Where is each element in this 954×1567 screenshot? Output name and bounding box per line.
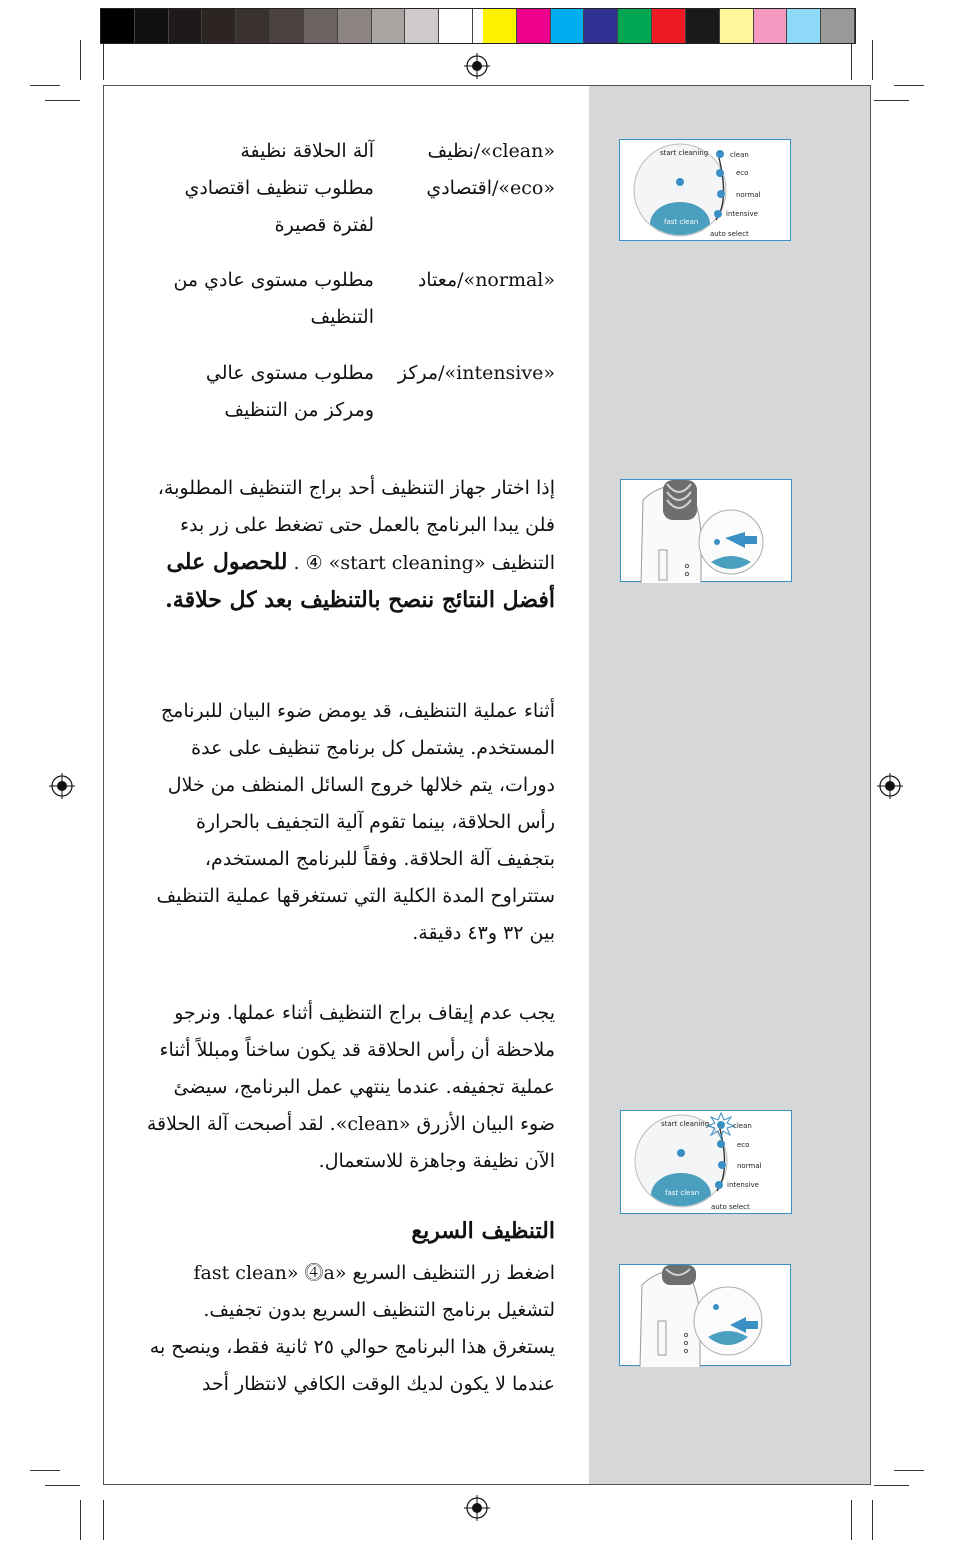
color-swatch	[787, 9, 821, 43]
program-row	[0, 262, 954, 342]
gray-swatch	[439, 9, 473, 43]
intensive-indicator-label: intensive	[727, 1181, 759, 1189]
paragraph-text: إذا اختار جهاز التنظيف أحد براج التنظيف المطلوبة، فلن يبدا البرنامج بالعمل حتى تضغط على زر بدء التنظيف «start cleaning» ④ .	[157, 477, 555, 574]
color-swatch	[686, 9, 720, 43]
crop-mark	[874, 100, 909, 101]
crop-mark	[45, 1485, 80, 1486]
auto-select-label: auto select	[710, 230, 749, 238]
eco-indicator-label: eco	[737, 1141, 750, 1149]
eco-indicator-label: eco	[736, 169, 749, 177]
registration-mark-icon	[49, 773, 75, 799]
clean-light-illustration	[620, 1110, 792, 1214]
fast-clean-label: fast clean	[664, 218, 699, 226]
crop-mark	[872, 40, 873, 80]
program-label: «eco»/اقتصادي	[426, 177, 555, 199]
clean-indicator-label: clean	[733, 1122, 752, 1130]
crop-mark	[45, 100, 80, 101]
color-swatch	[551, 9, 585, 43]
color-swatch	[517, 9, 551, 43]
gray-swatch	[372, 9, 406, 43]
control-panel-illustration	[619, 139, 791, 241]
gray-swatch	[405, 9, 439, 43]
crop-mark	[872, 1500, 873, 1540]
registration-mark-icon	[464, 1495, 490, 1521]
gray-swatch	[270, 9, 304, 43]
gray-swatch	[135, 9, 169, 43]
press-start-illustration	[620, 479, 792, 582]
gray-swatch	[304, 9, 338, 43]
color-swatch	[483, 9, 517, 43]
crop-mark	[894, 85, 924, 86]
color-calibration-bar	[100, 8, 856, 44]
press-fast-clean-illustration	[619, 1264, 791, 1366]
fast-clean-paragraph: اضغط زر التنظيف السريع «fast clean» ⓸a لتشغيل برنامج التنظيف السريع بدون تجفيف. يستغرق هذا البرنامج حوالي ٢٥ ثانية فقط، وينصح به عندما لا يكون لديك الوقت الكافي لانتظار أحد	[149, 1262, 555, 1395]
program-description: آلة الحلاقة نظيفة	[240, 140, 374, 162]
gray-swatch	[101, 9, 135, 43]
registration-mark-icon	[877, 773, 903, 799]
color-swatch	[618, 9, 652, 43]
crop-mark	[851, 1500, 852, 1540]
crop-mark	[80, 40, 81, 80]
program-label: «intensive»/مركز	[397, 362, 555, 384]
program-description: مطلوب مستوى عادي من التنظيف	[173, 269, 374, 328]
cleaning-process-paragraph: أثناء عملية التنظيف، قد يومض ضوء البيان للبرنامج المستخدم. يشتمل كل برنامج تنظيف على عدة دورات، يتم خلالها خروج السائل المنظف من خلال رأس الحلاقة، بينما تقوم آلية التجفيف بالحرارة بتجفيف آلة الحلاقة. وفقاً للبرنامج المستخدم، ستتراوح المدة الكلية التي تستغرقها عملية التنظيف بين ٣٢ و٤٣ دقيقة.	[156, 700, 555, 944]
clean-indicator-label: clean	[730, 151, 749, 159]
crop-mark	[80, 1500, 81, 1540]
color-swatch	[584, 9, 618, 43]
normal-indicator-label: normal	[736, 191, 761, 199]
program-label: «normal»/معتاد	[417, 269, 555, 291]
color-swatch	[754, 9, 788, 43]
gray-swatch	[236, 9, 270, 43]
start-cleaning-label: start cleaning	[661, 1120, 710, 1128]
start-cleaning-label: start cleaning	[660, 149, 709, 157]
crop-mark	[874, 1485, 909, 1486]
start-cleaning-paragraph	[145, 470, 555, 620]
program-description: مطلوب تنظيف اقتصادي لفترة قصيرة	[184, 177, 374, 236]
program-row	[0, 133, 954, 173]
gray-swatch	[169, 9, 203, 43]
fast-clean-heading: التنظيف السريع	[411, 1218, 555, 1244]
color-swatch	[652, 9, 686, 43]
program-label: «clean»/نظيف	[427, 140, 555, 162]
normal-indicator-label: normal	[737, 1162, 762, 1170]
intensive-indicator-label: intensive	[726, 210, 758, 218]
registration-mark-icon	[464, 53, 490, 79]
crop-mark	[30, 1470, 60, 1471]
program-row	[0, 170, 954, 250]
program-row	[0, 355, 954, 435]
crop-mark	[851, 44, 852, 80]
fast-clean-label: fast clean	[665, 1189, 700, 1197]
crop-mark	[103, 1500, 104, 1540]
program-end-paragraph: يجب عدم إيقاف براج التنظيف أثناء عملها. ونرجو ملاحظة أن رأس الحلاقة قد يكون ساخناً ومبللاً أثناء عملية تجفيفه. عندما ينتهي عمل البرنامج، سيضئ ضوء البيان الأزرق «clean». لقد أصبحت آلة الحلاقة الآن نظيفة وجاهزة للاستعمال.	[146, 1002, 555, 1172]
program-description: مطلوب مستوى عالي ومركز من التنظيف	[205, 362, 374, 421]
paragraph-emphasis: للحصول على أفضل النتائج ننصح بالتنظيف بعد كل حلاقة.	[165, 549, 555, 613]
crop-mark	[103, 44, 104, 80]
gray-swatch	[338, 9, 372, 43]
color-swatch	[720, 9, 754, 43]
crop-mark	[30, 85, 60, 86]
color-swatch	[821, 9, 855, 43]
auto-select-label: auto select	[711, 1203, 750, 1211]
crop-mark	[894, 1470, 924, 1471]
gray-swatch	[202, 9, 236, 43]
